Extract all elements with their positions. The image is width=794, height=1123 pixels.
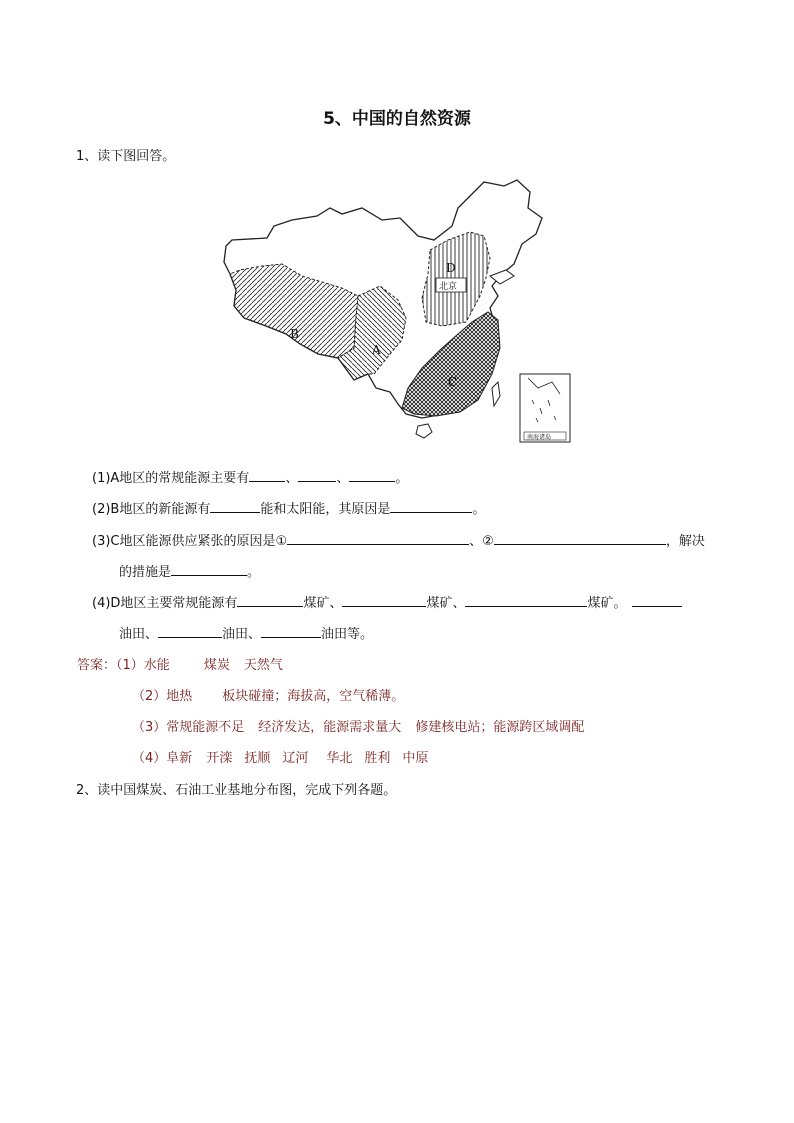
- page-title: 5、中国的自然资源: [323, 109, 471, 129]
- taiwan-island: [492, 382, 500, 406]
- answer-3: （3）常规能源不足 经济发达，能源需求量大 修建核电站；能源跨区域调配: [132, 720, 585, 735]
- answer-blank[interactable]: [287, 532, 469, 545]
- answer-4: （4）阜新 开滦 抚顺 辽河 华北 胜利 中原: [132, 751, 429, 766]
- question-1-4-line2: 油田、 油田、 油田等。: [119, 627, 374, 642]
- answer-blank[interactable]: [390, 500, 472, 513]
- answer-2: （2）地热 板块碰撞；海拔高，空气稀薄。: [132, 689, 405, 704]
- answer-blank[interactable]: [494, 532, 666, 545]
- question-1-4: (4)D地区主要常规能源有 煤矿、 煤矿、 煤矿。: [92, 592, 682, 611]
- region-label-b: B: [290, 327, 299, 341]
- question-2-prompt: 2、读中国煤炭、石油工业基地分布图，完成下列各题。: [76, 783, 397, 798]
- hainan-island: [416, 424, 432, 438]
- question-1-prompt: 1、读下图回答。: [76, 149, 176, 164]
- question-1-3: (3)C地区能源供应紧张的原因是① 、② ，解决: [92, 534, 705, 549]
- answer-blank[interactable]: [171, 563, 247, 576]
- question-1-3-line2: 的措施是 。: [119, 565, 261, 580]
- answer-blank[interactable]: [158, 625, 222, 638]
- answer-blank[interactable]: [342, 594, 426, 607]
- answer-blank[interactable]: [261, 625, 321, 638]
- question-1-2: (2)B地区的新能源有 能和太阳能，其原因是 。: [92, 502, 486, 517]
- answer-label: 答案：: [77, 658, 117, 673]
- inset-label: 南海诸岛: [527, 434, 552, 441]
- answer-blank[interactable]: [249, 469, 285, 482]
- answer-1: 答案：（1）水能 煤炭 天然气: [77, 658, 283, 673]
- answer-blank[interactable]: [349, 469, 395, 482]
- answer-blank[interactable]: [298, 469, 336, 482]
- answer-blank[interactable]: [237, 594, 303, 607]
- region-label-c: C: [448, 375, 458, 389]
- region-label-d: D: [446, 261, 456, 275]
- answer-blank[interactable]: [632, 594, 682, 607]
- china-energy-map: [222, 178, 582, 450]
- region-label-a: A: [372, 343, 381, 357]
- question-1-1: (1)A地区的常规能源主要有 、 、 。: [92, 471, 409, 486]
- answer-blank[interactable]: [210, 500, 260, 513]
- answer-blank[interactable]: [465, 594, 587, 607]
- beijing-label: 北京: [439, 282, 458, 292]
